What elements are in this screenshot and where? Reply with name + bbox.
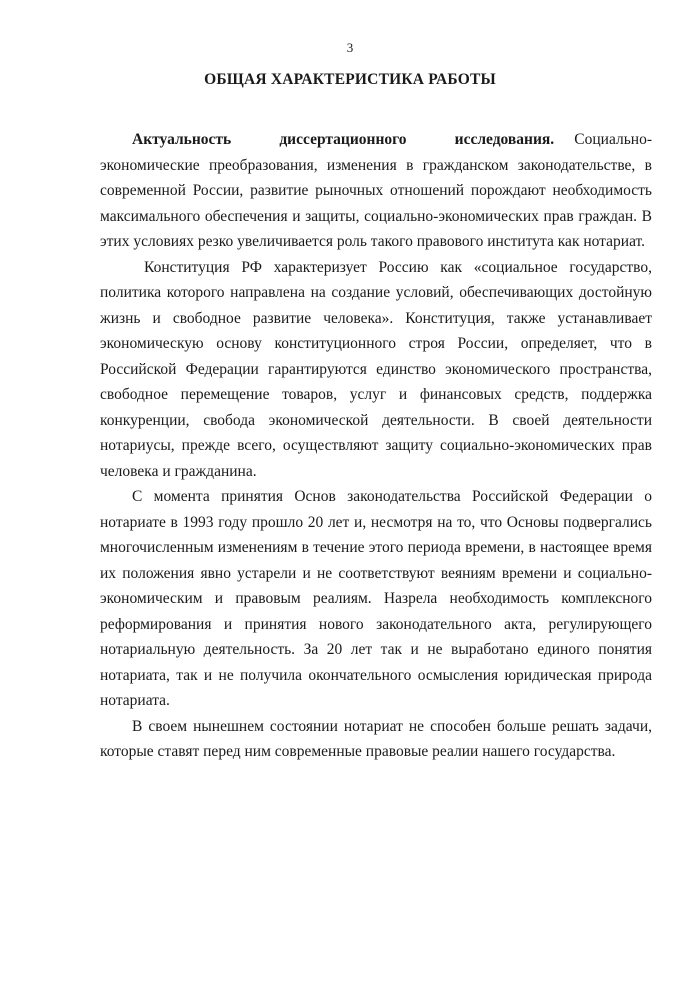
section-heading: ОБЩАЯ ХАРАКТЕРИСТИКА РАБОТЫ	[204, 71, 496, 88]
page-number: 3	[346, 40, 354, 55]
paragraph-1	[100, 127, 652, 255]
paragraph-4: В своем нынешнем состоянии нотариат не способен больше решать задачи, которые ставят перед ним современные правовые реалии нашего государства.	[100, 717, 652, 760]
paragraph-1-text: Социально-экономические преобразования, изменения в гражданском законодательстве, в современной России, развитие рыночных отношений порождают необходимость максимального обеспечения и защиты, социально-экономических прав граждан. В этих условиях резко увеличивается роль такого правового института как нотариат.	[100, 131, 652, 250]
paragraph-2: Конституция РФ характеризует Россию как «социальное государство, политика которого направлена на создание условий, обеспечивающих достойную жизнь и свободное развитие человека». Конституция, также устанавливает экономическую основу конституционного строя России, определяет, что в Российской Федерации гарантируются единство экономического пространства, свободное перемещение товаров, услуг и финансовых средств, поддержка конкуренции, свобода экономической деятельности. В своей деятельности нотариусы, прежде всего, осуществляют защиту социально-экономических прав человека и гражданина.	[100, 258, 652, 480]
body-text	[100, 127, 652, 765]
paragraph-3: С момента принятия Основ законодательства Российской Федерации о нотариате в 1993 году прошло 20 лет и, несмотря на то, что Основы подвергались многочисленным изменениям в течение этого периода времени, в настоящее время их положения явно устарели и не соответствуют веяниям времени и социально-экономическим и правовым реалиям. Назрела необходимость комплексного реформирования и принятия нового законодательного акта, регулирующего нотариальную деятельность. За 20 лет так и не выработано единого понятия нотариата, так и не получила окончательного осмысления юридическая природа нотариата.	[100, 488, 652, 709]
paragraph-lead: Актуальность диссертационного исследования.	[132, 131, 555, 148]
